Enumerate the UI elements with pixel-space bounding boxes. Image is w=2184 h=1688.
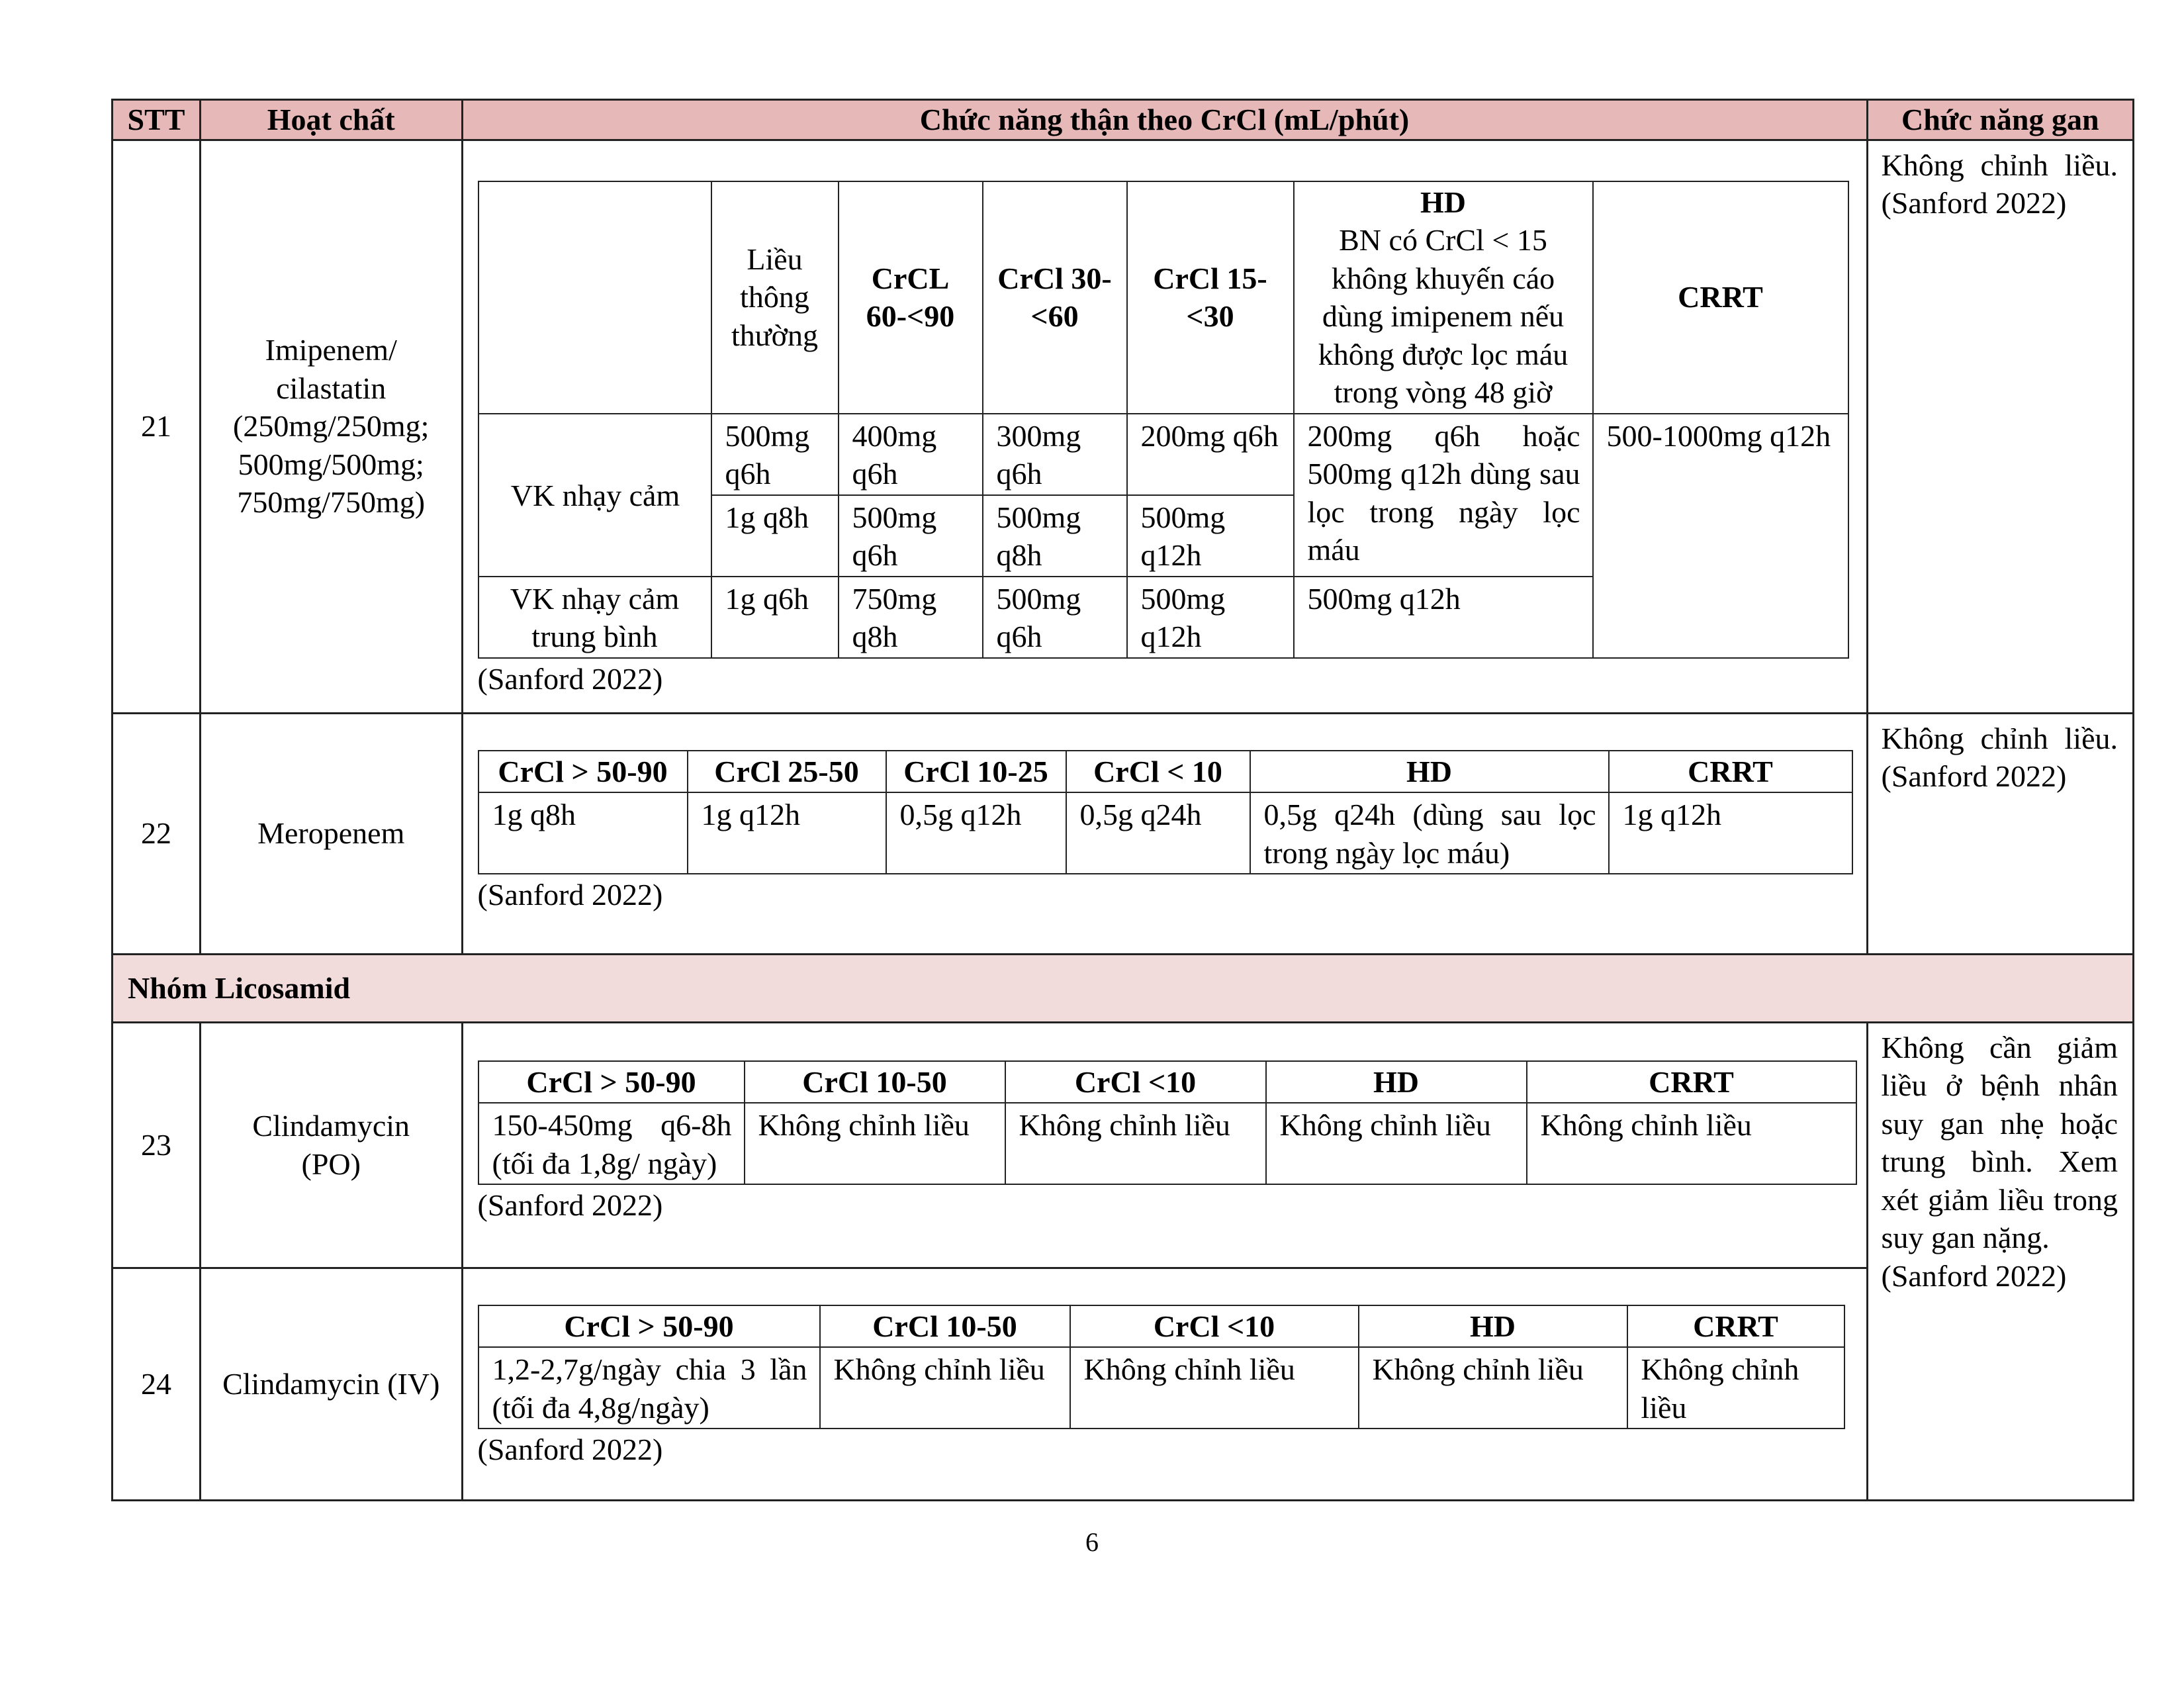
- meropenem-dose-table: [478, 750, 1853, 875]
- drug-cell: [200, 140, 462, 713]
- inner-header-row: [478, 1305, 1844, 1348]
- dose-cell: Không chỉnh liều: [1070, 1347, 1359, 1429]
- hd-title: HD: [1420, 185, 1466, 219]
- table-row-21: [113, 140, 2134, 713]
- dose-cell: Không chỉnh liều: [1527, 1103, 1856, 1184]
- blank-header: [478, 181, 711, 414]
- liver-cell: [1867, 713, 2133, 954]
- dosing-table: [111, 99, 2134, 1501]
- dose-cell: 1,2-2,7g/ngày chia 3 lần (tối đa 4,8g/ngày): [478, 1347, 820, 1429]
- dose-cell: 500mg q6h: [983, 577, 1127, 658]
- hd-note-line: BN có CrCl < 15: [1339, 223, 1547, 257]
- drug-line: cilastatin: [276, 371, 387, 405]
- drug-line: (PO): [301, 1147, 361, 1181]
- dose-cell: Không chỉnh liều: [1266, 1103, 1527, 1184]
- col-header: CrCl <10: [1005, 1061, 1266, 1103]
- dose-cell: 500mg q6h: [839, 495, 983, 577]
- crcl-60-90-header: [839, 181, 983, 414]
- drug-cell: [200, 1022, 462, 1268]
- liver-text: Không chỉnh liều. (Sanford 2022): [1881, 721, 2118, 793]
- dose-cell: 300mg q6h: [983, 414, 1127, 495]
- dose-cell: Không chỉnh liều: [1627, 1347, 1844, 1429]
- dose-row: [478, 792, 1852, 874]
- source-note: (Sanford 2022): [477, 1188, 663, 1222]
- dose-cell: 0,5g q24h (dùng sau lọc trong ngày lọc máu): [1250, 792, 1609, 874]
- col-header: CrCl 10-25: [886, 751, 1066, 793]
- drug-line: Imipenem/: [265, 333, 397, 367]
- table-row-23: [113, 1022, 2134, 1268]
- drug-cell: Meropenem: [200, 713, 462, 954]
- dose-cell: 400mg q6h: [839, 414, 983, 495]
- group-row: [113, 954, 2134, 1022]
- drug-line: 500mg/500mg;: [238, 447, 424, 481]
- stt-cell: 23: [113, 1022, 201, 1268]
- col-header: CrCl 25-50: [688, 751, 886, 793]
- hd-note-line: trong vòng 48 giờ: [1334, 375, 1553, 409]
- dose-row: [478, 1103, 1856, 1184]
- imipenem-dose-table: [478, 181, 1849, 659]
- inner-header-row: [478, 181, 1848, 414]
- dose-cell: 500mg q6h: [711, 414, 839, 495]
- kidney-cell: [462, 140, 1867, 713]
- hd-note-line: không khuyến cáo: [1331, 261, 1555, 295]
- header-line: CrCL: [871, 261, 950, 295]
- header-line: Liều: [747, 242, 803, 276]
- dose-cell: 1g q12h: [1609, 792, 1852, 874]
- hd-dose-cell: 200mg q6h hoặc 500mg q12h dùng sau lọc trong ngày lọc máu: [1294, 414, 1593, 577]
- clindamycin-po-dose-table: [478, 1060, 1857, 1186]
- header-line: CrCl 15-: [1153, 261, 1267, 295]
- dose-cell: 0,5g q12h: [886, 792, 1066, 874]
- page-number: 6: [1085, 1527, 1099, 1557]
- col-header: HD: [1266, 1061, 1527, 1103]
- dose-cell: 1g q8h: [478, 792, 688, 874]
- col-header: CrCl 10-50: [820, 1305, 1070, 1348]
- table-row-22: [113, 713, 2134, 954]
- kidney-cell: [462, 1268, 1867, 1500]
- normal-dose-header: [711, 181, 839, 414]
- source-note: (Sanford 2022): [477, 878, 663, 912]
- dose-cell: Không chỉnh liều: [1359, 1347, 1627, 1429]
- stt-cell: 22: [113, 713, 201, 954]
- header-drug: Hoạt chất: [200, 100, 462, 140]
- label-line: trung bình: [531, 620, 658, 653]
- col-header: HD: [1359, 1305, 1627, 1348]
- crcl-30-60-header: [983, 181, 1127, 414]
- header-line: 60-<90: [866, 299, 955, 333]
- col-header: CrCl > 50-90: [478, 1305, 820, 1348]
- header-liver: Chức năng gan: [1867, 100, 2133, 140]
- label-line: VK nhạy cảm: [510, 581, 680, 616]
- sensitive-label: VK nhạy cảm: [478, 414, 711, 577]
- kidney-cell: [462, 713, 1867, 954]
- stt-cell: 24: [113, 1268, 201, 1500]
- header-kidney: Chức năng thận theo CrCl (mL/phút): [462, 100, 1867, 140]
- hd-dose-cell: 500mg q12h: [1294, 577, 1593, 658]
- dose-row: [478, 1347, 1844, 1429]
- dose-cell: 500mg q12h: [1127, 577, 1294, 658]
- source-note: (Sanford 2022): [477, 1432, 663, 1466]
- col-header: CRRT: [1609, 751, 1852, 793]
- liver-source: (Sanford 2022): [1881, 1258, 2067, 1293]
- inner-header-row: [478, 1061, 1856, 1103]
- dose-cell: 1g q8h: [711, 495, 839, 577]
- header-stt: STT: [113, 100, 201, 140]
- header-line: thông: [740, 280, 809, 314]
- hd-note-line: dùng imipenem nếu: [1322, 299, 1565, 333]
- header-line: <60: [1030, 299, 1079, 333]
- dose-cell: 200mg q6h: [1127, 414, 1294, 495]
- hd-note-line: không được lọc máu: [1318, 337, 1569, 371]
- drug-line: 750mg/750mg): [237, 485, 426, 520]
- group-title: Nhóm Licosamid: [113, 954, 2134, 1022]
- kidney-cell: [462, 1022, 1867, 1268]
- dose-cell: 500mg q12h: [1127, 495, 1294, 577]
- dose-cell: Không chỉnh liều: [820, 1347, 1070, 1429]
- col-header: CrCl > 50-90: [478, 751, 688, 793]
- table-row-24: [113, 1268, 2134, 1500]
- drug-line: Clindamycin: [252, 1109, 410, 1143]
- liver-cell: [1867, 1022, 2133, 1500]
- col-header: CRRT: [1527, 1061, 1856, 1103]
- col-header: CRRT: [1627, 1305, 1844, 1348]
- liver-text: Không chỉnh liều. (Sanford 2022): [1881, 148, 2118, 220]
- drug-cell: Clindamycin (IV): [200, 1268, 462, 1500]
- col-header: CrCl > 50-90: [478, 1061, 745, 1103]
- liver-cell: [1867, 140, 2133, 713]
- drug-line: (250mg/250mg;: [233, 409, 430, 444]
- sensitive-row-a: [478, 414, 1848, 495]
- stt-cell: 21: [113, 140, 201, 713]
- crcl-15-30-header: [1127, 181, 1294, 414]
- dose-cell: 750mg q8h: [839, 577, 983, 658]
- col-header: CrCl <10: [1070, 1305, 1359, 1348]
- source-note: (Sanford 2022): [477, 661, 663, 696]
- header-line: CrCl 30-: [997, 261, 1112, 295]
- crrt-header: CRRT: [1593, 181, 1848, 414]
- moderate-label: [478, 577, 711, 658]
- header-line: <30: [1186, 299, 1234, 333]
- col-header: CrCl 10-50: [745, 1061, 1005, 1103]
- col-header: CrCl < 10: [1066, 751, 1250, 793]
- header-line: thường: [731, 318, 819, 352]
- dose-cell: Không chỉnh liều: [1005, 1103, 1266, 1184]
- dose-cell: 0,5g q24h: [1066, 792, 1250, 874]
- dose-cell: Không chỉnh liều: [745, 1103, 1005, 1184]
- table-header-row: [113, 100, 2134, 140]
- col-header: HD: [1250, 751, 1609, 793]
- hd-header: [1294, 181, 1593, 414]
- clindamycin-iv-dose-table: [478, 1305, 1845, 1430]
- inner-header-row: [478, 751, 1852, 793]
- dose-cell: 1g q6h: [711, 577, 839, 658]
- crrt-dose-cell: 500-1000mg q12h: [1593, 414, 1848, 658]
- liver-text: Không cần giảm liều ở bệnh nhân suy gan nhẹ hoặc trung bình. Xem xét giảm liều trong suy gan nặng.: [1881, 1030, 2118, 1254]
- dose-cell: 150-450mg q6-8h (tối đa 1,8g/ ngày): [478, 1103, 745, 1184]
- dose-cell: 1g q12h: [688, 792, 886, 874]
- dose-cell: 500mg q8h: [983, 495, 1127, 577]
